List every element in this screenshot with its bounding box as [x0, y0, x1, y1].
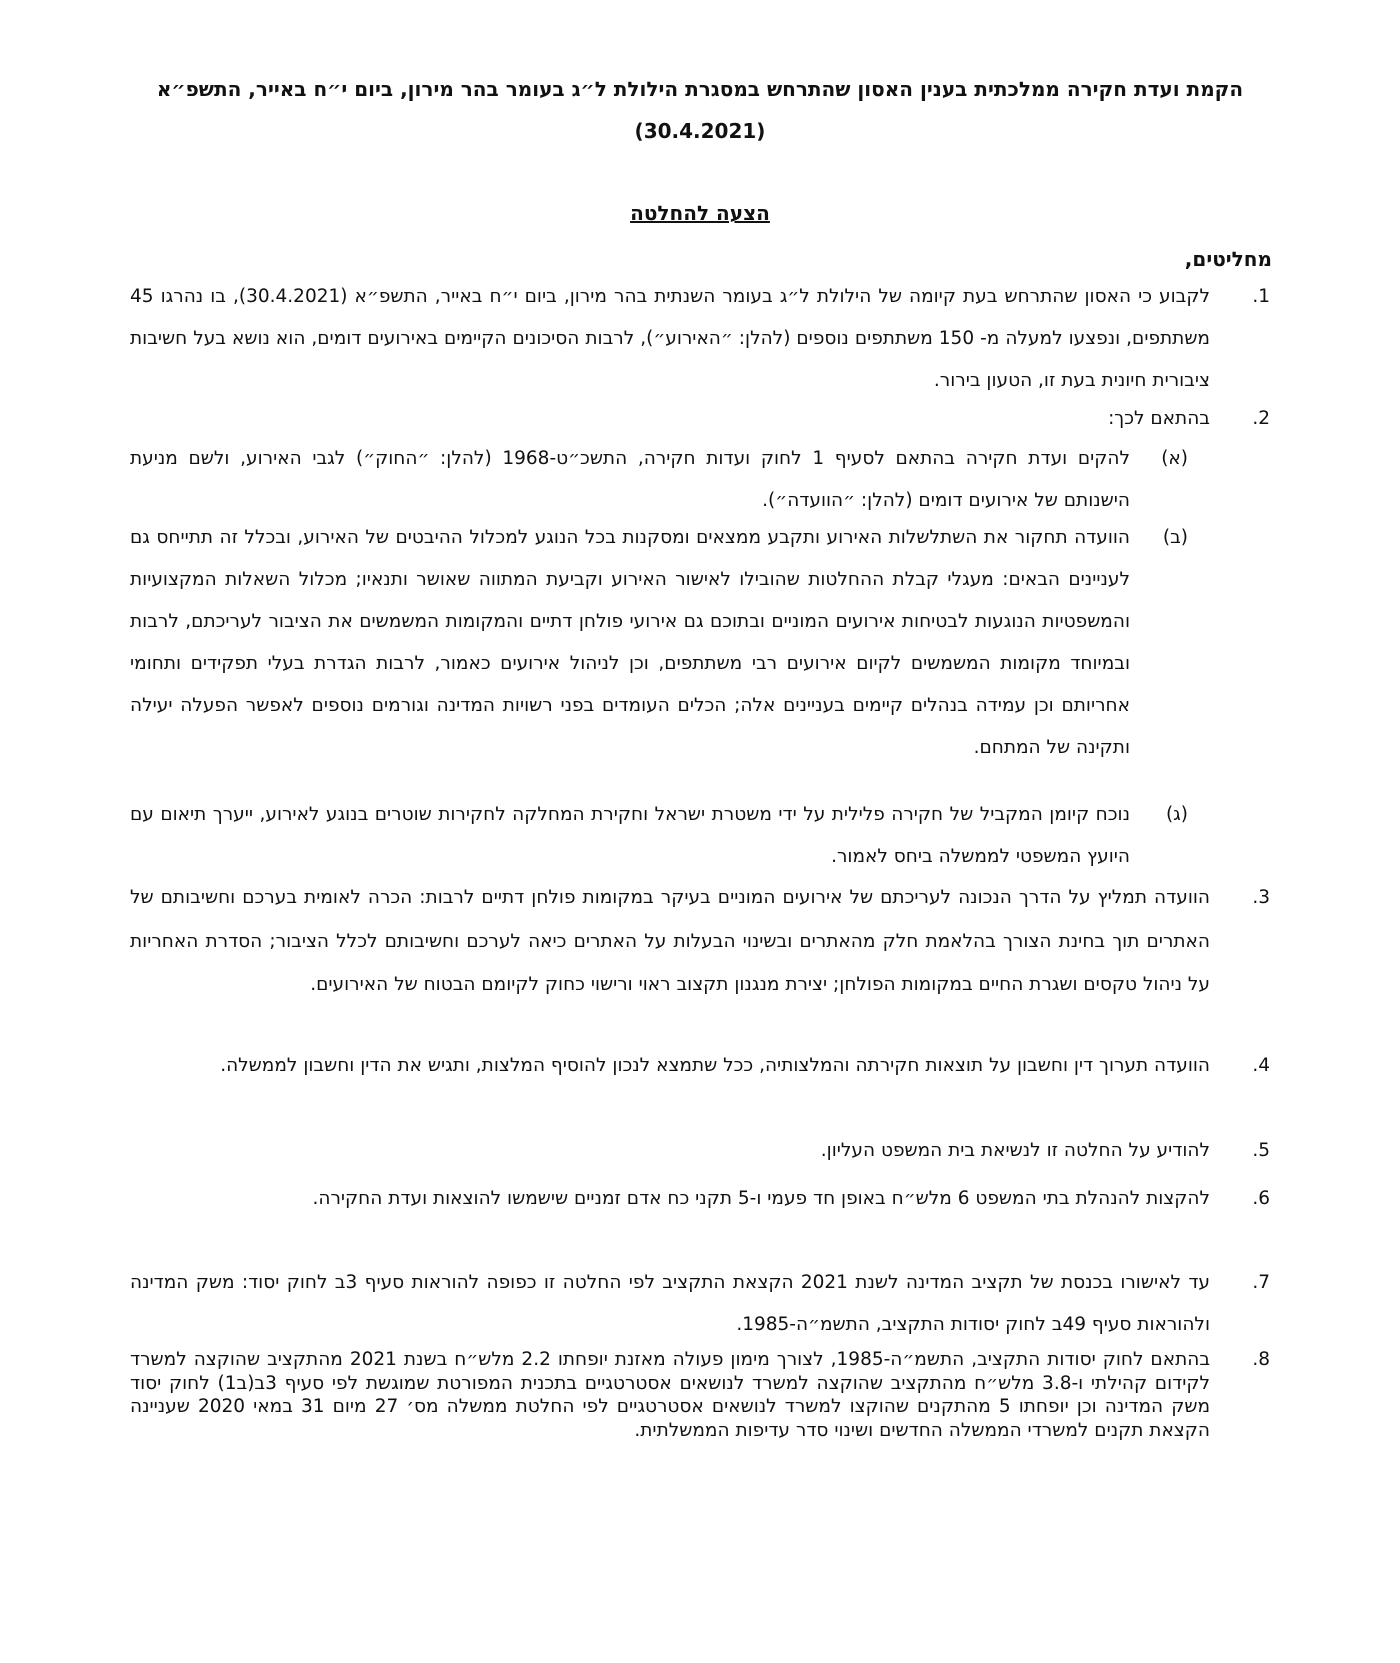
- sub-list-item: הוועדה תחקור את השתלשלות האירוע ותקבע ממצאים ומסקנות בכל הנוגע למכלול ההיבטים של האירוע, ובכלל זה תתייחס גם לעניינים הבאים: מעגלי קבלת ההחלטות שהובילו לאישור האירוע וקביעת המתווה שאושר ותנאיו; מכלול השאלות המקצועיות והמשפטיות הנוגעות לבטיחות אירועים המוניים ובתוכם גם אירועי פולחן דתיים והמקומות המשמשים את הציבור לעריכתם, לרבות ובמיוחד מקומות המשמשים לקיום אירועים רבי משתתפים, וכן לניהול אירועים כאמור, לרבות הגדרת בעלי תפקידים ותחומי אחריותם וכן עמידה בנהלים קיימים בעניינים אלה; הכלים העומדים בפני רשויות המדינה וגורמים נוספים לאפשר הפעלה יעילה ותקינה של המתחם.: [130, 527, 1130, 758]
- list-item: עד לאישורו בכנסת של תקציב המדינה לשנת 2021 הקצאת התקציב לפי החלטה זו כפופה להוראות סעיף 3ב לחוק יסוד: משק המדינה ולהוראות סעיף 49ב לחוק יסודות התקציב, התשמ״ה-1985.: [130, 1272, 1210, 1335]
- item-number: 5.: [1252, 1140, 1270, 1161]
- subitem-label: (ג): [1165, 804, 1188, 825]
- subitem-label: (א): [1161, 448, 1188, 469]
- item-number: 7.: [1252, 1272, 1270, 1293]
- item-number: 4.: [1252, 1055, 1270, 1076]
- list-item: הוועדה תמליץ על הדרך הנכונה לעריכתם של אירועים המוניים בעיקר במקומות פולחן דתיים לרבות: הכרה לאומית בערכם וחשיבותם של האתרים תוך בחינת הצורך בהלאמת חלק מהאתרים ובשינוי הבעלות על האתרים כיאה לערכם וחשיבותם לכלל הציבור; הסדרת האחריות על ניהול טקסים ושגרת החיים במקומות הפולחן; יצירת מנגנון תקצוב ראוי ורישוי כחוק לקיומם הבטוח של האירועים.: [130, 887, 1210, 995]
- list-item: לקבוע כי האסון שהתרחש בעת קיומה של הילולת ל״ג בעומר השנתית בהר מירון, ביום י״ח באייר, התשפ״א (30.4.2021), בו נהרגו 45 משתתפים, ונפצעו למעלה מ- 150 משתתפים נוספים (להלן: ״האירוע״), לרבות הסיכונים הקיימים באירועים דומים, הוא נושא בעל חשיבות ציבורית חיונית בעת זו, הטעון בירור.: [130, 286, 1210, 391]
- list-item: הוועדה תערוך דין וחשבון על תוצאות חקירתה והמלצותיה, ככל שתמצא לנכון להוסיף המלצות, ותגיש את הדין וחשבון לממשלה.: [220, 1055, 1210, 1076]
- document-title: הקמת ועדת חקירה ממלכתית בענין האסון שהתרחש במסגרת הילולת ל״ג בעומר בהר מירון, ביום י״ח באייר, התשפ״א (30.4.2021): [156, 77, 1244, 143]
- item-number: 6.: [1252, 1188, 1270, 1209]
- list-item: להודיע על החלטה זו לנשיאת בית המשפט העליון.: [820, 1140, 1210, 1161]
- list-item: להקצות להנהלת בתי המשפט 6 מלש״ח באופן חד פעמי ו-5 תקני כח אדם זמניים שישמשו להוצאות ועדת החקירה.: [312, 1188, 1210, 1209]
- resolved-label: מחליטים,: [1184, 247, 1272, 271]
- list-item: בהתאם לחוק יסודות התקציב, התשמ״ה-1985, לצורך מימון פעולה מאזנת יופחתו 2.2 מלש״ח בשנת 2021 מהתקציב שהוקצה למשרד לקידום קהילתי ו-3.8 מלש״ח מהתקציב שהוקצה למשרד לנושאים אסטרטגיים בתכנית המפורטת שמוגשת לפי סעיף 3ב(ב1) לחוק יסוד משק המדינה וכן יופחתו 5 מהתקנים שהוקצו למשרד לנושאים אסטרטגיים לפי החלטת ממשלה מס׳ 27 מיום 31 במאי 2020 שעניינה הקצאת תקנים למשרדי הממשלה החדשים ושינוי סדר עדיפות הממשלתית.: [130, 1349, 1211, 1441]
- sub-list-item: להקים ועדת חקירה בהתאם לסעיף 1 לחוק ועדות חקירה, התשכ״ט-1968 (להלן: ״החוק״) לגבי האירוע, ולשם מניעת הישנותם של אירועים דומים (להלן: ״הוועדה״).: [130, 448, 1131, 511]
- list-item: בהתאם לכך:: [1108, 408, 1210, 429]
- item-number: 2.: [1252, 408, 1270, 429]
- item-number: 1.: [1252, 286, 1270, 307]
- subitem-label: (ב): [1162, 527, 1188, 548]
- sub-list-item: נוכח קיומן המקביל של חקירה פלילית על ידי משטרת ישראל וחקירת המחלקה לחקירות שוטרים בנוגע לאירוע, ייערך תיאום עם היועץ המשפטי לממשלה ביחס לאמור.: [130, 804, 1130, 867]
- item-number: 8.: [1252, 1349, 1270, 1370]
- document-heading: הצעה להחלטה: [630, 201, 770, 225]
- item-number: 3.: [1252, 887, 1270, 908]
